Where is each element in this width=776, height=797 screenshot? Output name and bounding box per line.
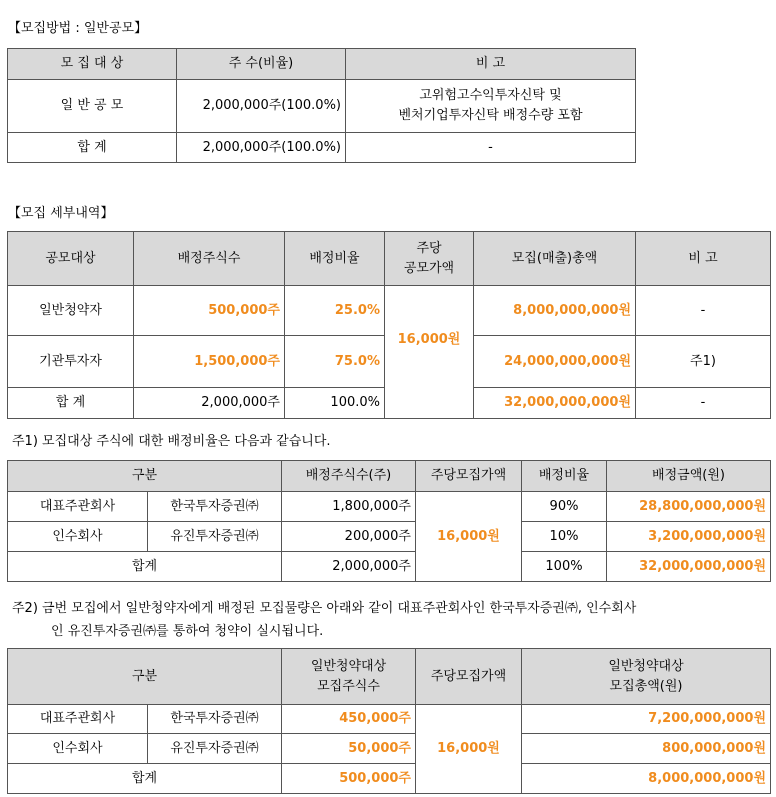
- role-cell: 인수회사: [8, 522, 148, 552]
- note-cell: 주1): [636, 336, 771, 388]
- header-line: 공모가액: [403, 260, 455, 276]
- amount-cell: 32,000,000,000원: [607, 552, 771, 582]
- shares-cell: 50,000주: [282, 734, 416, 764]
- shares-cell: 200,000주: [282, 522, 416, 552]
- target-cell: 합 계: [8, 388, 134, 419]
- total-cell: 32,000,000,000원: [474, 388, 636, 419]
- price-cell: 16,000원: [385, 286, 474, 419]
- col-header-shares: 주 수(비율): [177, 49, 346, 80]
- ratio-cell: 100%: [522, 552, 607, 582]
- amount-cell: 3,200,000,000원: [607, 522, 771, 552]
- amount-cell: 800,000,000원: [522, 734, 771, 764]
- role-cell: 인수회사: [8, 734, 148, 764]
- note-cell: -: [636, 388, 771, 419]
- amount-cell: 8,000,000,000원: [522, 764, 771, 794]
- offering-detail-table: [7, 231, 771, 419]
- section1-heading: 【모집방법 : 일반공모】: [8, 21, 148, 36]
- table-row: [8, 734, 771, 764]
- header-line: 일반청약대상: [608, 658, 684, 674]
- col-header-group: 구분: [8, 461, 282, 492]
- note-cell: -: [636, 286, 771, 336]
- table-row: [8, 764, 771, 794]
- header-line: 모집총액(원): [609, 678, 683, 694]
- ratio-cell: 90%: [522, 492, 607, 522]
- shares-cell: 500,000주: [134, 286, 285, 336]
- header-line: 모집주식수: [317, 678, 380, 694]
- col-header-amount: [522, 649, 771, 705]
- table-row: [8, 133, 636, 163]
- total-cell: 24,000,000,000원: [474, 336, 636, 388]
- allocation-table: [7, 460, 771, 582]
- shares-cell: 500,000주: [282, 764, 416, 794]
- header-line: 일반청약대상: [310, 658, 387, 674]
- col-header-ratio: 배정비율: [522, 461, 607, 492]
- target-cell: 일반청약자: [8, 286, 134, 336]
- ratio-cell: 25.0%: [285, 286, 385, 336]
- section2-heading: 【모집 세부내역】: [8, 206, 114, 221]
- role-cell: 대표주관회사: [8, 492, 148, 522]
- total-label-cell: 합계: [8, 764, 282, 794]
- company-cell: 유진투자증권㈜: [148, 734, 282, 764]
- col-header-target: 모 집 대 상: [8, 49, 177, 80]
- company-cell: 한국투자증권㈜: [148, 492, 282, 522]
- col-header-note: 비 고: [346, 49, 636, 80]
- table-row: [8, 705, 771, 734]
- total-label-cell: 합계: [8, 552, 282, 582]
- col-header-group: 구분: [8, 649, 282, 705]
- col-header-price: 주당모집가액: [416, 649, 522, 705]
- col-header-alloc-ratio: 배정비율: [285, 232, 385, 286]
- col-header-shares: [282, 649, 416, 705]
- note1-text: 주1) 모집대상 주식에 대한 배정비율은 다음과 같습니다.: [12, 434, 331, 449]
- price-cell: 16,000원: [416, 705, 522, 794]
- shares-cell: 2,000,000주(100.0%): [177, 80, 346, 133]
- note-line: 벤처기업투자신탁 배정수량 포함: [398, 108, 583, 123]
- price-cell: 16,000원: [416, 492, 522, 582]
- ratio-cell: 100.0%: [285, 388, 385, 419]
- shares-cell: 2,000,000주: [134, 388, 285, 419]
- retail-subscription-table: [7, 648, 771, 794]
- total-cell: 8,000,000,000원: [474, 286, 636, 336]
- table-row: [8, 492, 771, 522]
- table-row: [8, 80, 636, 133]
- target-cell: 합 계: [8, 133, 177, 163]
- target-cell: 일 반 공 모: [8, 80, 177, 133]
- col-header-note: 비 고: [636, 232, 771, 286]
- col-header-total: 모집(매출)총액: [474, 232, 636, 286]
- offering-method-table: [7, 48, 636, 163]
- note-cell: -: [346, 133, 636, 163]
- note2-text-line2: 인 유진투자증권㈜를 통하여 청약이 실시됩니다.: [51, 624, 324, 639]
- amount-cell: 28,800,000,000원: [607, 492, 771, 522]
- note-line: 고위험고수익투자신탁 및: [419, 88, 562, 103]
- col-header-alloc-shares: 배정주식수: [134, 232, 285, 286]
- target-cell: 기관투자자: [8, 336, 134, 388]
- table-row: [8, 522, 771, 552]
- company-cell: 한국투자증권㈜: [148, 705, 282, 734]
- shares-cell: 1,800,000주: [282, 492, 416, 522]
- note2-text-line1: 주2) 금번 모집에서 일반청약자에게 배정된 모집물량은 아래와 같이 대표주관회사인 한국투자증권㈜, 인수회사: [12, 601, 637, 616]
- note-cell: [346, 80, 636, 133]
- ratio-cell: 75.0%: [285, 336, 385, 388]
- col-header-price: [385, 232, 474, 286]
- col-header-target: 공모대상: [8, 232, 134, 286]
- company-cell: 유진투자증권㈜: [148, 522, 282, 552]
- col-header-price: 주당모집가액: [416, 461, 522, 492]
- shares-cell: 2,000,000주: [282, 552, 416, 582]
- table-row: [8, 552, 771, 582]
- shares-cell: 450,000주: [282, 705, 416, 734]
- ratio-cell: 10%: [522, 522, 607, 552]
- shares-cell: 1,500,000주: [134, 336, 285, 388]
- amount-cell: 7,200,000,000원: [522, 705, 771, 734]
- table-row: [8, 286, 771, 336]
- header-line: 주당: [416, 240, 442, 256]
- col-header-amount: 배정금액(원): [607, 461, 771, 492]
- col-header-alloc-shares: 배정주식수(주): [282, 461, 416, 492]
- shares-cell: 2,000,000주(100.0%): [177, 133, 346, 163]
- role-cell: 대표주관회사: [8, 705, 148, 734]
